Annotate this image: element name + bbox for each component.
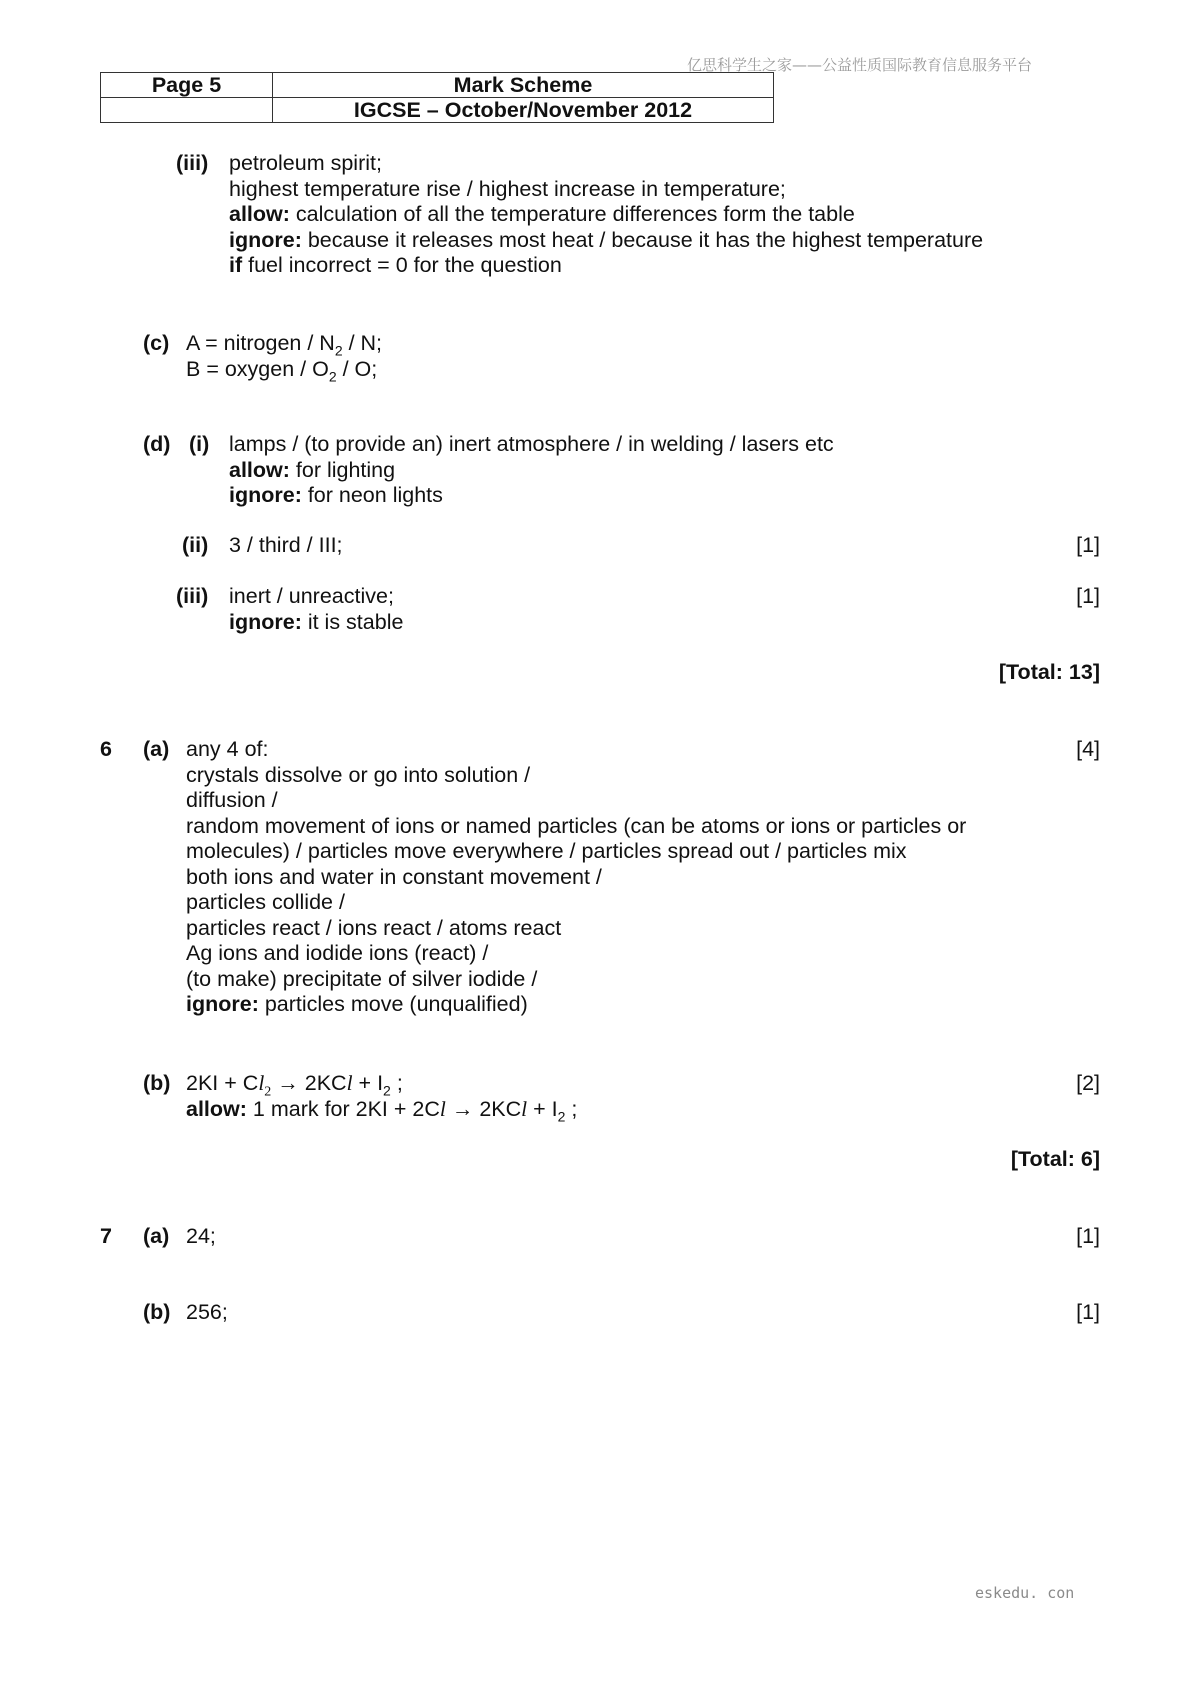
condition-note: if fuel incorrect = 0 for the question [229, 253, 562, 277]
answer-line: particles collide / [186, 890, 345, 914]
q6-b-equation: $2KI + Cl_2 \to 2KCl + I_2$ ; [186, 1071, 403, 1100]
ignore-note: ignore: because it releases most heat / because it has the highest temperature [229, 227, 984, 252]
q7-b-answer: 256; [186, 1300, 228, 1324]
q5-c-label: (c) [143, 331, 170, 355]
answer-line: lamps / (to provide an) inert atmosphere / in welding / lasers etc [229, 432, 834, 456]
q7-b-label: (b) [143, 1300, 171, 1324]
q6-a-mark: [4] [1076, 737, 1100, 761]
q5-d-iii-mark: [1] [1076, 584, 1100, 608]
q7-a-mark: [1] [1076, 1224, 1100, 1248]
q7-number: 7 [100, 1224, 112, 1248]
q6-b-mark: [2] [1076, 1071, 1100, 1095]
answer-line: (to make) precipitate of silver iodide / [186, 966, 538, 991]
answer-line: random movement of ions or named particles (can be atoms or ions or particles or [186, 813, 967, 838]
q5-d-label: (d) [143, 432, 171, 456]
q6-number: 6 [100, 737, 112, 761]
watermark-bottom: eskedu. con [975, 1584, 1075, 1602]
q6-a-label: (a) [143, 737, 170, 761]
q5-c-answer [186, 331, 382, 382]
page-number: Page 5 [101, 73, 273, 98]
answer-line: both ions and water in constant movement / [186, 864, 602, 889]
q5-b-iii-label: (iii) [176, 151, 209, 175]
q6-total: [Total: 6] [1010, 1147, 1100, 1171]
answer-line: Ag ions and iodide ions (react) / [186, 941, 489, 965]
header-table [100, 72, 774, 123]
document-subtitle: IGCSE – October/November 2012 [273, 98, 774, 123]
answer-line-b: B = oxygen / $O_2$ / O; [186, 356, 378, 384]
answer-line: particles react / ions react / atoms react [186, 915, 562, 940]
answer-line: inert / unreactive; [229, 584, 394, 608]
ignore-note: ignore: for neon lights [229, 483, 443, 507]
header-empty-cell [101, 98, 273, 123]
q6-b-allow-note: allow: 1 mark for $2KI + 2Cl \to 2KCl + I_2$ ; [186, 1097, 578, 1125]
q7-b-mark: [1] [1076, 1300, 1100, 1324]
allow-note: allow: for lighting [229, 457, 396, 482]
ignore-note: ignore: it is stable [229, 609, 404, 634]
q7-a-answer: 24; [186, 1224, 216, 1248]
q5-d-ii-mark: [1] [1076, 533, 1100, 557]
q5-total: [Total: 13] [998, 660, 1100, 684]
allow-note: allow: calculation of all the temperature differences form the table [229, 202, 855, 226]
answer-line: highest temperature rise / highest increase in temperature; [229, 176, 786, 201]
answer-line: petroleum spirit; [229, 151, 382, 175]
q5-d-i-label: (i) [189, 432, 210, 456]
answer-line: diffusion / [186, 788, 278, 812]
q5-d-i-answer [229, 432, 834, 509]
answer-line: any 4 of: [186, 737, 269, 761]
q5-d-iii-label: (iii) [176, 584, 209, 608]
document-title: Mark Scheme [273, 73, 774, 98]
answer-line: molecules) / particles move everywhere / particles spread out / particles mix [186, 839, 907, 863]
q6-b-label: (b) [143, 1071, 171, 1095]
q5-d-ii-answer: 3 / third / III; [229, 533, 343, 557]
watermark-top: 亿思科学生之家——公益性质国际教育信息服务平台 [687, 56, 1033, 74]
answer-line: crystals dissolve or go into solution / [186, 762, 531, 787]
q7-a-label: (a) [143, 1224, 170, 1248]
q5-b-iii-answer [229, 151, 983, 279]
q5-d-ii-label: (ii) [182, 533, 209, 557]
q5-d-iii-answer [229, 584, 403, 635]
ignore-note: ignore: particles move (unqualified) [186, 992, 528, 1016]
answer-line-a: A = nitrogen / $N_2$ / N; [186, 331, 383, 359]
q6-a-answer [186, 737, 966, 1018]
